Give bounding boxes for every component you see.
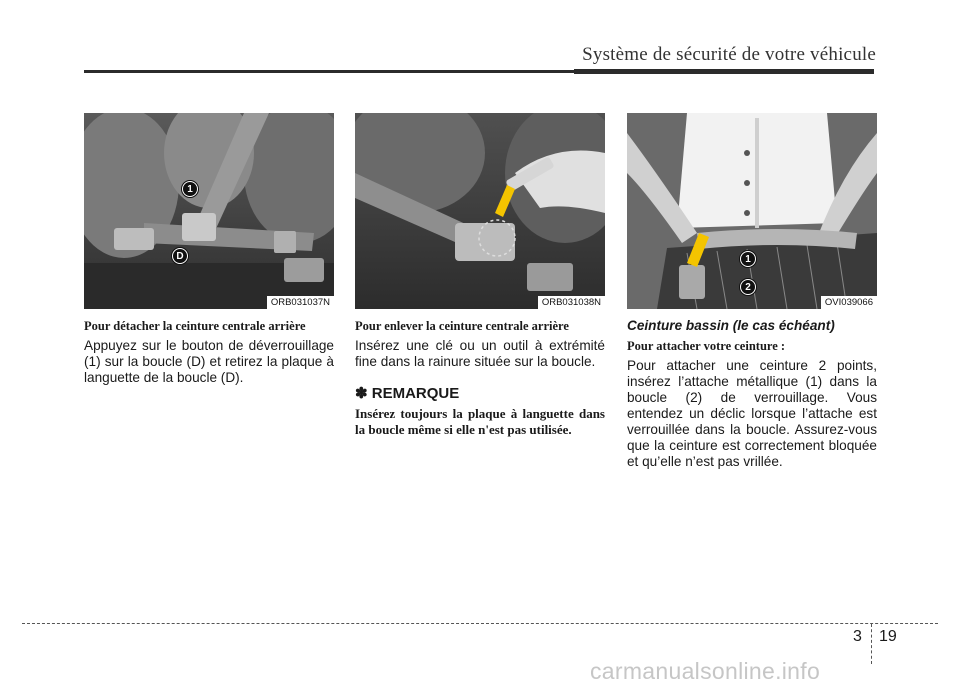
figure-unbuckle-center-belt bbox=[84, 113, 334, 309]
figure-lap-belt bbox=[627, 113, 877, 309]
body-paragraph: Pour attacher une ceinture 2 points, insérez l’attache métallique (1) dans la boucle (2) de verrouillage. Vous entendez un déclic lorsque l’attache est verrouillée dans la boucle. Assurez-vous que la ceinture est correctement bloquée et qu’elle n’est pas vrillée. bbox=[627, 358, 877, 469]
body-paragraph: Appuyez sur le bouton de déverrouillage (1) sur la boucle (D) et retirez la plaque à languette de la boucle (D). bbox=[84, 338, 334, 385]
page-divider bbox=[871, 624, 872, 664]
section-caption: Pour enlever la ceinture centrale arrière bbox=[355, 319, 569, 333]
callout-1: 1 bbox=[740, 251, 756, 267]
chapter-number: 3 bbox=[853, 628, 862, 645]
watermark: carmanualsonline.info bbox=[590, 658, 821, 684]
column-1 bbox=[84, 113, 334, 386]
footer-rule bbox=[22, 623, 938, 624]
page-number: 19 bbox=[879, 628, 897, 645]
section-heading: Ceinture bassin (le cas échéant) bbox=[627, 318, 835, 333]
seat-belt-illustration-1 bbox=[84, 113, 334, 309]
figure-remove-center-belt bbox=[355, 113, 605, 309]
figure-code: ORB031037N bbox=[267, 296, 334, 309]
note-text: Insérez toujours la plaque à languette dans la boucle même si elle n'est pas utilisée. bbox=[355, 406, 605, 437]
body-paragraph: Insérez une clé ou un outil à extrémité fine dans la rainure située sur la boucle. bbox=[355, 338, 605, 369]
figure-code: ORB031038N bbox=[538, 296, 605, 309]
column-2 bbox=[355, 113, 605, 438]
column-3 bbox=[627, 113, 877, 470]
header-rule bbox=[84, 70, 874, 73]
callout-2: 2 bbox=[740, 279, 756, 295]
callout-1: 1 bbox=[182, 181, 198, 197]
seat-belt-illustration-2 bbox=[355, 113, 605, 309]
figure-code: OVI039066 bbox=[821, 296, 877, 309]
page-header-title: Système de sécurité de votre véhicule bbox=[582, 44, 876, 65]
section-caption: Pour détacher la ceinture centrale arrière bbox=[84, 319, 306, 333]
note-heading: ✽ REMARQUE bbox=[355, 385, 460, 402]
callout-d: D bbox=[172, 248, 188, 264]
section-subheading: Pour attacher votre ceinture : bbox=[627, 339, 786, 353]
